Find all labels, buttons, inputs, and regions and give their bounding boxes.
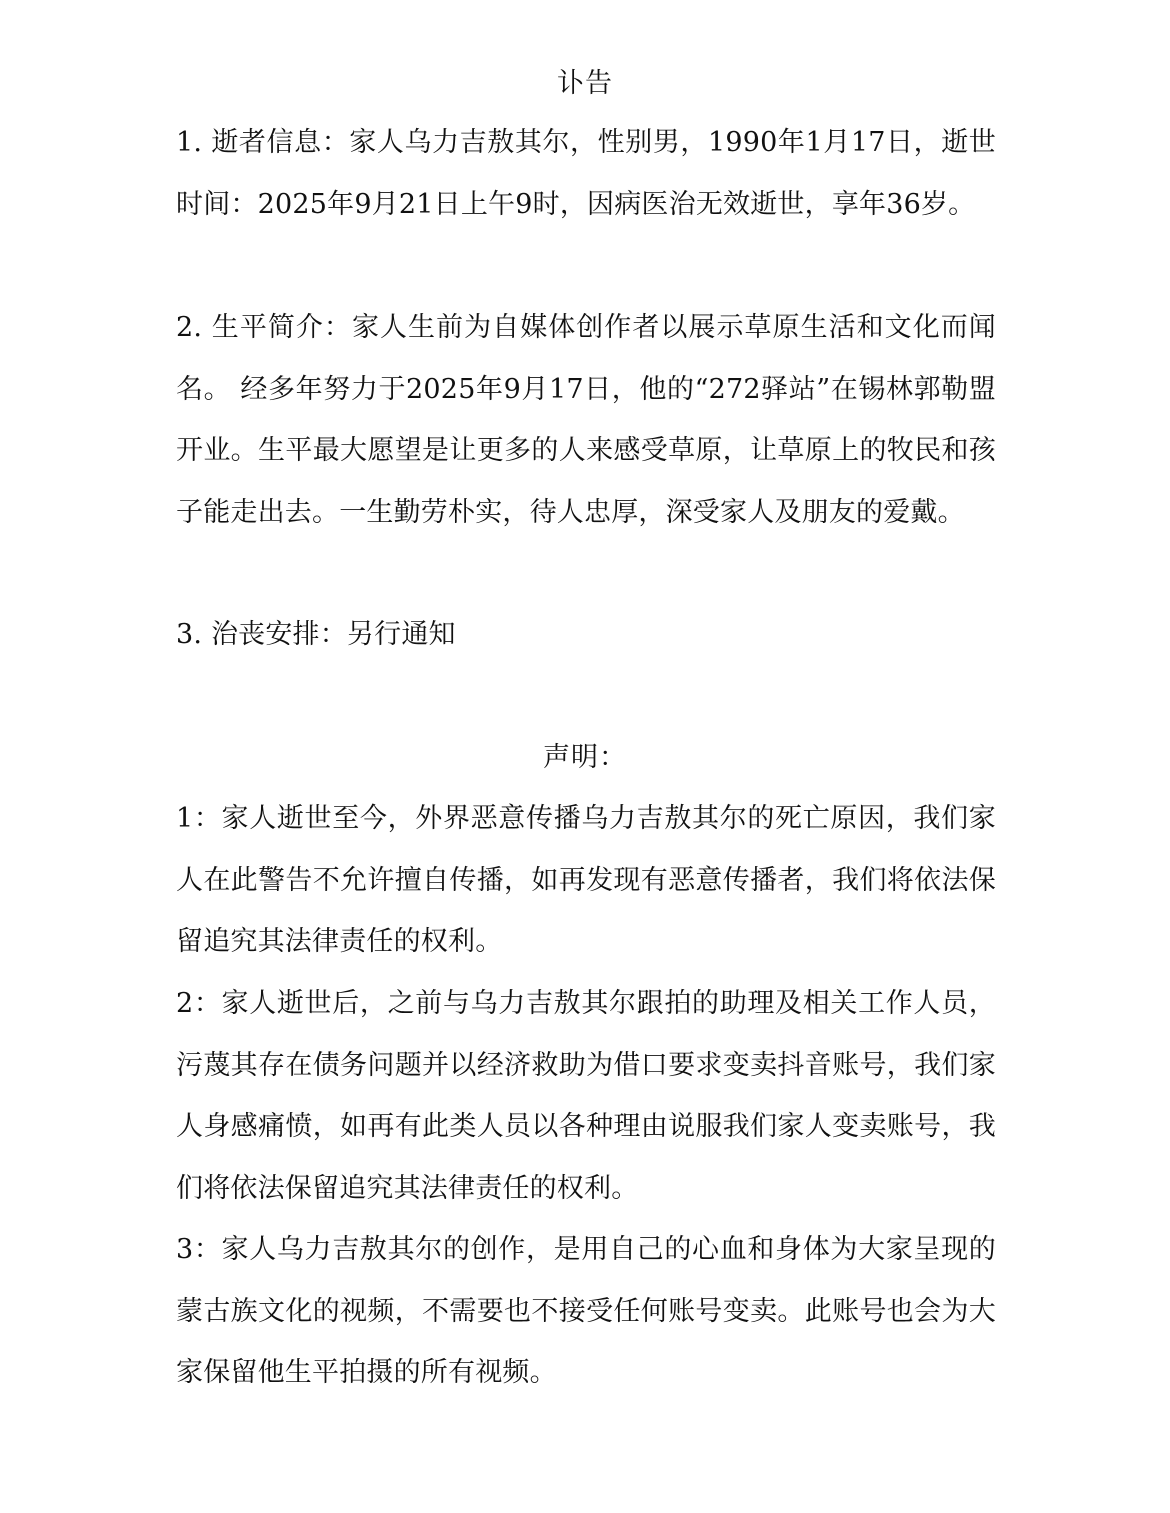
obituary-item-life-summary: 2. 生平简介：家人生前为自媒体创作者以展示草原生活和文化而闻名。 经多年努力于2025年9月17日，他的“272驿站”在锡林郭勒盟开业。生平最大愿望是让更多的人来感受草原，让草原上的牧民和孩子能走出去。一生勤劳朴实，待人忠厚，深受家人及朋友的爱戴。 <box>176 312 996 528</box>
statement-title: 声明： <box>543 742 627 773</box>
statement-item-2: 2：家人逝世后，之前与乌力吉敖其尔跟拍的助理及相关工作人员，污蔑其存在债务问题并以经济救助为借口要求变卖抖音账号，我们家人身感痛愤，如再有此类人员以各种理由说服我们家人变卖账号，我们将依法保留追究其法律责任的权利。 <box>176 988 996 1204</box>
obituary-item-funeral-arrangement: 3. 治丧安排：另行通知 <box>176 619 456 650</box>
statement-item-3: 3：家人乌力吉敖其尔的创作，是用自己的心血和身体为大家呈现的蒙古族文化的视频，不需要也不接受任何账号变卖。此账号也会为大家保留他生平拍摄的所有视频。 <box>176 1234 996 1388</box>
statement-item-1: 1：家人逝世至今，外界恶意传播乌力吉敖其尔的死亡原因，我们家人在此警告不允许擅自传播，如再发现有恶意传播者，我们将依法保留追究其法律责任的权利。 <box>176 803 996 957</box>
obituary-item-deceased-info: 1. 逝者信息：家人乌力吉敖其尔，性别男，1990年1月17日，逝世时间：2025年9月21日上午9时，因病医治无效逝世，享年36岁。 <box>176 127 996 220</box>
obituary-title: 讣告 <box>557 68 613 99</box>
